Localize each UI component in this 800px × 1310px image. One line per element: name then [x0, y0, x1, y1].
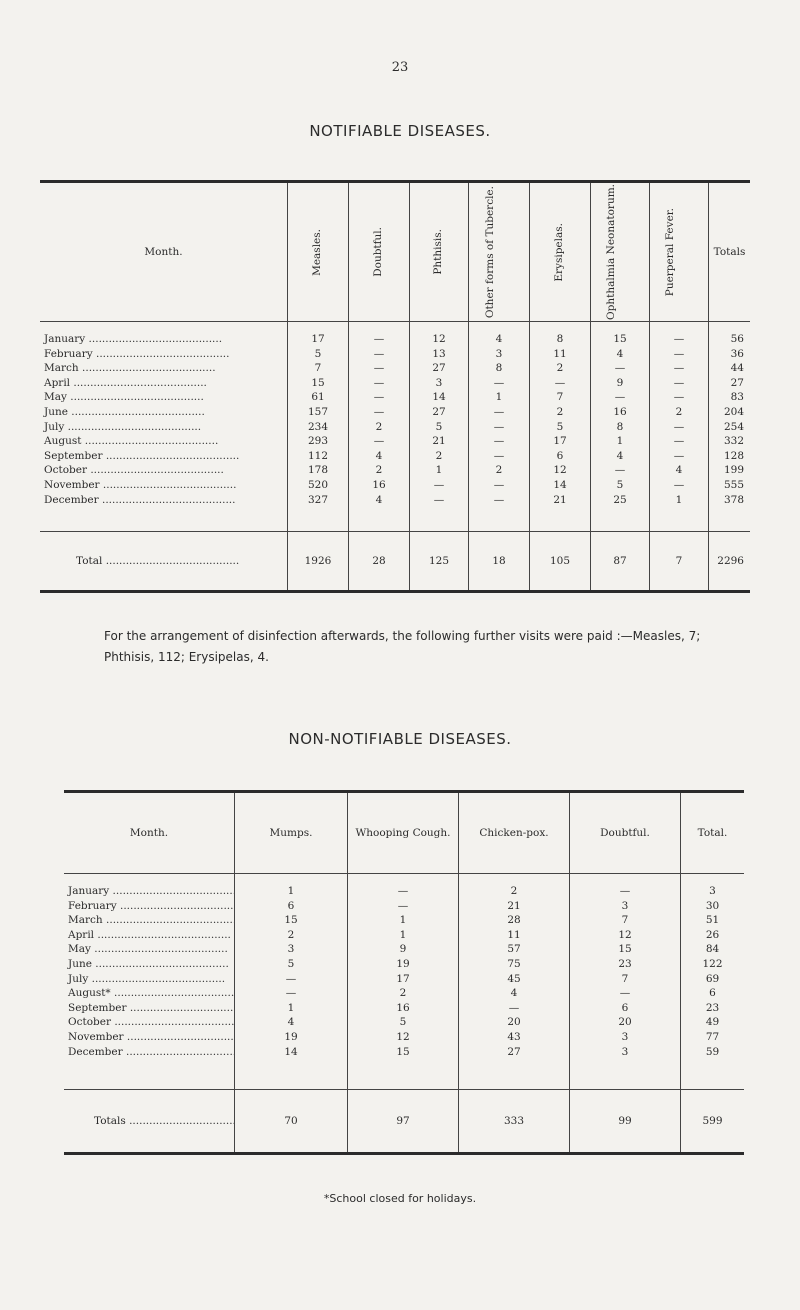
value-cell: 5 [530, 420, 591, 435]
value-cell: 83 [730, 391, 744, 404]
value-cell: 20 [570, 1015, 681, 1030]
value-cell: 7 [530, 390, 591, 405]
value-cell: — [348, 899, 459, 914]
spacer-cell [459, 1059, 570, 1090]
value-cell: 23 [705, 1001, 720, 1014]
value-cell: 45 [459, 972, 570, 987]
value-cell: — [469, 449, 530, 464]
value-cell: 2 [469, 463, 530, 478]
month-cell: August ..... [40, 434, 288, 449]
spacer-cell [348, 1059, 459, 1090]
month-cell: May ..... [64, 942, 235, 957]
value-cell: 11 [530, 347, 591, 362]
value-cell: 28 [459, 913, 570, 928]
header-month: Month. [40, 182, 288, 322]
table-row [64, 1015, 744, 1030]
header-erysipelas: Erysipelas. [530, 182, 591, 322]
month-cell: August* ..... [64, 986, 235, 1001]
value-cell: 21 [530, 493, 591, 508]
value-cell: 13 [410, 347, 469, 362]
notifiable-diseases-title: NOTIFIABLE DISEASES. [309, 122, 491, 140]
value-cell: 5 [288, 347, 349, 362]
month-cell: January ..... [64, 874, 235, 899]
value-cell: — [530, 376, 591, 391]
footnote: *School closed for holidays. [323, 1192, 477, 1205]
table-row [40, 463, 750, 478]
value-cell: — [235, 972, 348, 987]
value-cell: — [650, 434, 709, 449]
value-cell: 1 [235, 1001, 348, 1016]
value-cell: 56 [730, 332, 744, 345]
spacer-cell [570, 1059, 681, 1090]
disinfection-note: For the arrangement of disinfection afterwards, the following further visits were paid :—Measles, 7; Phthisis, 112; Erysipelas, 4. [104, 629, 701, 664]
value-cell: 8 [530, 321, 591, 346]
value-cell: 3 [570, 1045, 681, 1060]
value-cell: — [650, 376, 709, 391]
value-cell: — [570, 986, 681, 1001]
table-row [64, 874, 744, 899]
value-cell: 25 [591, 493, 650, 508]
value-cell: — [349, 434, 410, 449]
month-cell: January ..... [40, 321, 288, 346]
value-cell: 2 [235, 928, 348, 943]
value-cell: 61 [288, 390, 349, 405]
value-cell: — [459, 1001, 570, 1016]
total-value: 70 [235, 1090, 348, 1154]
value-cell: 2 [349, 420, 410, 435]
value-cell: 293 [288, 434, 349, 449]
table-row [40, 321, 750, 346]
header-doubtful: Doubtful. [349, 182, 410, 322]
total-value: 18 [469, 532, 530, 592]
table-row [64, 913, 744, 928]
value-cell: 6 [530, 449, 591, 464]
value-cell: 69 [705, 972, 720, 985]
header-chicken-pox: Chicken-pox. [459, 792, 570, 874]
spacer-cell [530, 507, 591, 532]
value-cell: 6 [235, 899, 348, 914]
value-cell: — [570, 874, 681, 899]
value-cell: — [650, 390, 709, 405]
value-cell: 4 [650, 463, 709, 478]
header-other-tubercle: Other forms of Tubercle. [469, 182, 530, 322]
value-cell: — [650, 361, 709, 376]
value-cell: 15 [288, 376, 349, 391]
total-label: Totals ..... [64, 1090, 235, 1154]
value-cell: 4 [349, 449, 410, 464]
spacer-cell [288, 507, 349, 532]
month-cell: March ..... [64, 913, 235, 928]
value-cell: 2 [650, 405, 709, 420]
value-cell: 2 [459, 874, 570, 899]
value-cell: — [349, 361, 410, 376]
total-value: 87 [591, 532, 650, 592]
table-row [40, 493, 750, 508]
value-cell: 5 [235, 957, 348, 972]
value-cell: 23 [570, 957, 681, 972]
header-puerperal: Puerperal Fever. [650, 182, 709, 322]
value-cell: 5 [591, 478, 650, 493]
total-value: 7 [650, 532, 709, 592]
value-cell: 327 [288, 493, 349, 508]
table-row [40, 405, 750, 420]
value-cell: 332 [723, 435, 744, 448]
value-cell: 1 [650, 493, 709, 508]
value-cell: 20 [459, 1015, 570, 1030]
spacer-cell [469, 507, 530, 532]
value-cell: 16 [349, 478, 410, 493]
value-cell: 27 [730, 376, 744, 389]
total-value: 599 [702, 1114, 723, 1127]
value-cell: — [349, 347, 410, 362]
value-cell: 27 [410, 405, 469, 420]
value-cell: 21 [459, 899, 570, 914]
table-row [64, 1001, 744, 1016]
value-cell: 27 [459, 1045, 570, 1060]
value-cell: 157 [288, 405, 349, 420]
month-cell: March ..... [40, 361, 288, 376]
value-cell: 43 [459, 1030, 570, 1045]
value-cell: 7 [288, 361, 349, 376]
table-row [40, 376, 750, 391]
value-cell: 17 [288, 321, 349, 346]
total-value: 105 [530, 532, 591, 592]
header-doubtful: Doubtful. [570, 792, 681, 874]
value-cell: 4 [349, 493, 410, 508]
value-cell: 378 [723, 493, 744, 506]
value-cell: 3 [469, 347, 530, 362]
spacer-cell [349, 507, 410, 532]
spacer-cell [64, 1059, 235, 1090]
total-value: 99 [570, 1090, 681, 1154]
non-notifiable-diseases-table [64, 790, 744, 1155]
value-cell: 178 [288, 463, 349, 478]
value-cell: 4 [469, 321, 530, 346]
value-cell: — [410, 478, 469, 493]
header-ophthalmia: Ophthalmia Neonatorum. [591, 182, 650, 322]
value-cell: — [650, 347, 709, 362]
month-cell: November ..... [40, 478, 288, 493]
value-cell: 14 [530, 478, 591, 493]
month-cell: October ..... [40, 463, 288, 478]
month-cell: September ..... [64, 1001, 235, 1016]
value-cell: 77 [705, 1030, 720, 1043]
value-cell: 3 [570, 899, 681, 914]
table-row [40, 390, 750, 405]
month-cell: December ..... [64, 1045, 235, 1060]
value-cell: 2 [530, 361, 591, 376]
value-cell: 49 [705, 1016, 720, 1029]
value-cell: 12 [410, 321, 469, 346]
header-phthisis: Phthisis. [410, 182, 469, 322]
total-row [40, 532, 750, 592]
value-cell: 5 [348, 1015, 459, 1030]
month-cell: September ..... [40, 449, 288, 464]
value-cell: 2 [348, 986, 459, 1001]
total-value: 97 [348, 1090, 459, 1154]
value-cell: 36 [730, 347, 744, 360]
total-value: 333 [459, 1090, 570, 1154]
table-row [64, 899, 744, 914]
value-cell: 57 [459, 942, 570, 957]
value-cell: — [650, 478, 709, 493]
value-cell: 555 [723, 478, 744, 491]
value-cell: 4 [591, 449, 650, 464]
value-cell: 19 [348, 957, 459, 972]
month-cell: July ..... [64, 972, 235, 987]
month-cell: June ..... [40, 405, 288, 420]
value-cell: 14 [410, 390, 469, 405]
value-cell: 254 [723, 420, 744, 433]
total-value: 1926 [288, 532, 349, 592]
value-cell: 112 [288, 449, 349, 464]
value-cell: 1 [591, 434, 650, 449]
month-cell: February ..... [64, 899, 235, 914]
value-cell: 15 [570, 942, 681, 957]
month-cell: December ..... [40, 493, 288, 508]
value-cell: 21 [410, 434, 469, 449]
table-row [64, 928, 744, 943]
value-cell: 1 [469, 390, 530, 405]
value-cell: 16 [348, 1001, 459, 1016]
table-row [40, 449, 750, 464]
value-cell: 1 [348, 913, 459, 928]
spacer-cell [235, 1059, 348, 1090]
spacer-row [40, 507, 750, 532]
month-cell: February ..... [40, 347, 288, 362]
value-cell: — [591, 463, 650, 478]
table-row [64, 942, 744, 957]
table-row [64, 972, 744, 987]
notifiable-table-body [40, 321, 750, 591]
value-cell: 3 [709, 885, 716, 897]
non-notifiable-table-body [64, 874, 744, 1154]
table-row [64, 957, 744, 972]
value-cell: 1 [235, 874, 348, 899]
value-cell: 59 [705, 1045, 720, 1058]
value-cell: 84 [705, 943, 720, 956]
spacer-row [64, 1059, 744, 1090]
table-row [64, 1030, 744, 1045]
notifiable-diseases-table [40, 180, 750, 593]
header-totals: Totals [709, 182, 751, 322]
spacer-cell [40, 507, 288, 532]
value-cell: 26 [705, 928, 720, 941]
value-cell: 12 [348, 1030, 459, 1045]
value-cell: 15 [348, 1045, 459, 1060]
header-measles: Measles. [288, 182, 349, 322]
header-month: Month. [64, 792, 235, 874]
spacer-cell [410, 507, 469, 532]
value-cell: — [410, 493, 469, 508]
value-cell: 3 [410, 376, 469, 391]
value-cell: — [650, 420, 709, 435]
table-row [40, 420, 750, 435]
value-cell: — [469, 420, 530, 435]
value-cell: — [235, 986, 348, 1001]
table-row [40, 361, 750, 376]
value-cell: 2 [410, 449, 469, 464]
value-cell: 5 [410, 420, 469, 435]
value-cell: 19 [235, 1030, 348, 1045]
value-cell: 234 [288, 420, 349, 435]
value-cell: — [591, 390, 650, 405]
header-total: Total. [681, 792, 745, 874]
value-cell: 6 [709, 987, 716, 1000]
value-cell: — [650, 449, 709, 464]
value-cell: 1 [410, 463, 469, 478]
value-cell: 122 [702, 957, 723, 970]
value-cell: — [591, 361, 650, 376]
value-cell: — [469, 434, 530, 449]
value-cell: 2 [349, 463, 410, 478]
value-cell: 12 [530, 463, 591, 478]
value-cell: 51 [705, 914, 720, 927]
value-cell: — [349, 321, 410, 346]
value-cell: 11 [459, 928, 570, 943]
value-cell: 14 [235, 1045, 348, 1060]
value-cell: 128 [723, 449, 744, 462]
value-cell: 4 [235, 1015, 348, 1030]
table-row [40, 478, 750, 493]
value-cell: 2 [530, 405, 591, 420]
total-value: 125 [410, 532, 469, 592]
value-cell: — [349, 376, 410, 391]
value-cell: — [469, 376, 530, 391]
spacer-cell [681, 1059, 745, 1090]
value-cell: 9 [591, 376, 650, 391]
value-cell: — [348, 874, 459, 899]
value-cell: 4 [459, 986, 570, 1001]
total-label: Total ..... [40, 532, 288, 592]
table-row [64, 1045, 744, 1060]
value-cell: — [349, 405, 410, 420]
spacer-cell [591, 507, 650, 532]
month-cell: June ..... [64, 957, 235, 972]
value-cell: 7 [570, 913, 681, 928]
month-cell: May ..... [40, 390, 288, 405]
header-whooping-cough: Whooping Cough. [348, 792, 459, 874]
table-row [40, 434, 750, 449]
value-cell: 27 [410, 361, 469, 376]
value-cell: 16 [591, 405, 650, 420]
table-row [64, 986, 744, 1001]
value-cell: 75 [459, 957, 570, 972]
table-row [40, 347, 750, 362]
header-mumps: Mumps. [235, 792, 348, 874]
value-cell: 199 [723, 464, 744, 477]
value-cell: 3 [570, 1030, 681, 1045]
value-cell: 15 [591, 321, 650, 346]
month-cell: July ..... [40, 420, 288, 435]
value-cell: 3 [235, 942, 348, 957]
value-cell: 4 [591, 347, 650, 362]
value-cell: 1 [348, 928, 459, 943]
value-cell: — [349, 390, 410, 405]
month-cell: November ..... [64, 1030, 235, 1045]
value-cell: 8 [469, 361, 530, 376]
month-cell: April ..... [64, 928, 235, 943]
value-cell: 44 [730, 362, 744, 375]
month-cell: October ..... [64, 1015, 235, 1030]
value-cell: — [469, 493, 530, 508]
total-value: 28 [349, 532, 410, 592]
value-cell: 12 [570, 928, 681, 943]
value-cell: 9 [348, 942, 459, 957]
value-cell: 8 [591, 420, 650, 435]
value-cell: — [469, 405, 530, 420]
value-cell: 7 [570, 972, 681, 987]
value-cell: — [469, 478, 530, 493]
total-value: 2296 [717, 554, 744, 567]
spacer-cell [709, 507, 751, 532]
month-cell: April ..... [40, 376, 288, 391]
total-row [64, 1090, 744, 1154]
value-cell: 6 [570, 1001, 681, 1016]
spacer-cell [650, 507, 709, 532]
non-notifiable-diseases-title: NON-NOTIFIABLE DISEASES. [288, 730, 512, 748]
value-cell: — [650, 321, 709, 346]
value-cell: 30 [705, 899, 720, 912]
value-cell: 17 [348, 972, 459, 987]
value-cell: 17 [530, 434, 591, 449]
value-cell: 204 [723, 405, 744, 418]
value-cell: 15 [235, 913, 348, 928]
value-cell: 520 [288, 478, 349, 493]
page-number: 23 [391, 60, 409, 75]
